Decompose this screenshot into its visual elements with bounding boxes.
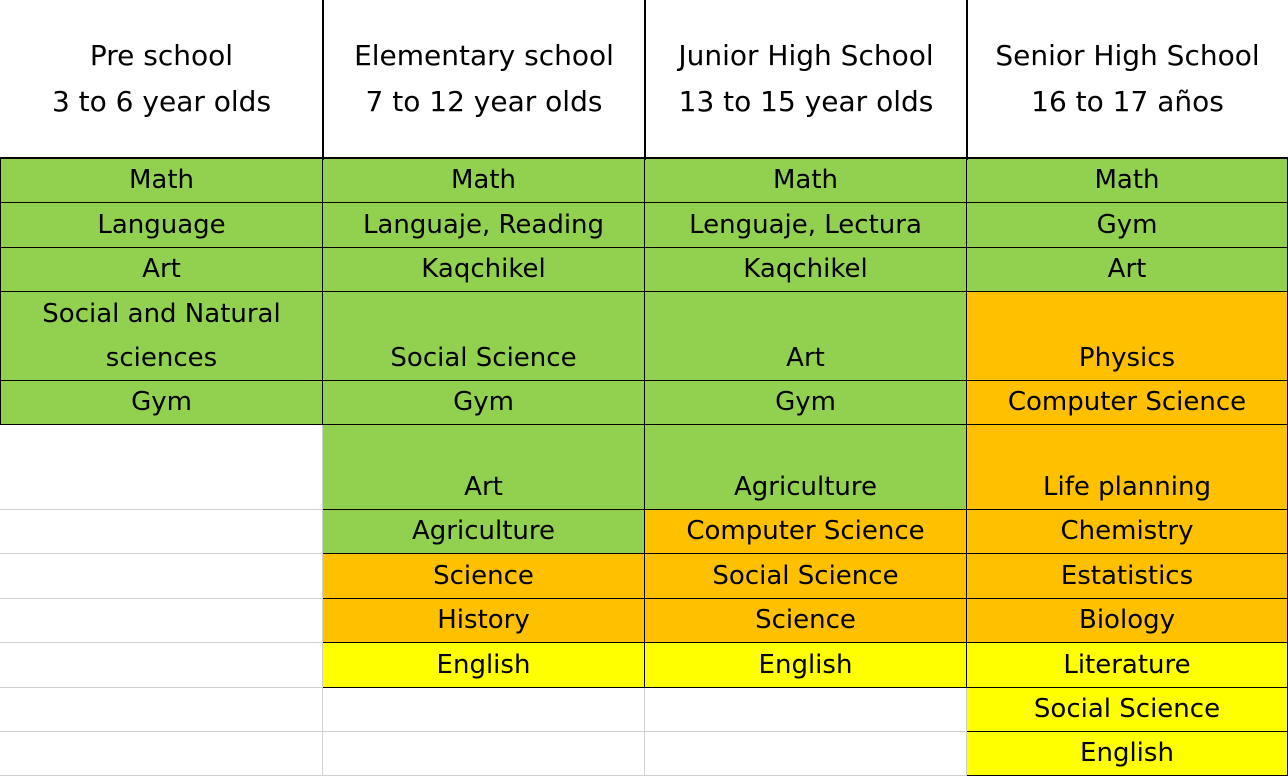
header-text xyxy=(52,33,271,125)
subject-cell: Art xyxy=(323,425,645,510)
subject-cell: Art xyxy=(967,248,1288,292)
subject-cell: Gym xyxy=(967,203,1288,248)
subject-cell: History xyxy=(323,599,645,643)
school-level-label: Pre school xyxy=(89,39,234,72)
subject-cell: Estatistics xyxy=(967,554,1288,599)
empty-cell xyxy=(0,510,323,554)
age-range-label: 13 to 15 year olds xyxy=(678,85,934,118)
subject-cell: Agriculture xyxy=(323,510,645,554)
subject-cell: English xyxy=(645,643,967,688)
age-range-label: 3 to 6 year olds xyxy=(51,85,272,118)
grid-line xyxy=(0,157,1288,159)
empty-cell xyxy=(645,688,967,732)
subject-cell: Kaqchikel xyxy=(323,248,645,292)
grid-line xyxy=(644,0,646,160)
subject-cell: Math xyxy=(967,158,1288,203)
header-text xyxy=(678,33,933,125)
column-header xyxy=(645,0,967,158)
subject-cell: Biology xyxy=(967,599,1288,643)
column-header xyxy=(967,0,1288,158)
school-level-label: Junior High School xyxy=(678,39,934,72)
column-header xyxy=(0,0,323,158)
subject-cell: Social Science xyxy=(645,554,967,599)
empty-cell xyxy=(323,732,645,776)
column-header xyxy=(323,0,645,158)
subject-cell: Lenguaje, Lectura xyxy=(645,203,967,248)
subject-cell: English xyxy=(323,643,645,688)
subject-cell: Science xyxy=(323,554,645,599)
empty-cell xyxy=(323,688,645,732)
subject-cell: Gym xyxy=(0,381,323,425)
empty-cell xyxy=(0,554,323,599)
school-level-label: Senior High School xyxy=(995,39,1260,72)
subject-cell: Gym xyxy=(645,381,967,425)
age-range-label: 7 to 12 year olds xyxy=(365,85,603,118)
subject-cell: Computer Science xyxy=(967,381,1288,425)
subject-cell: English xyxy=(967,732,1288,776)
subject-cell: Agriculture xyxy=(645,425,967,510)
empty-cell xyxy=(0,688,323,732)
subject-cell: Math xyxy=(323,158,645,203)
empty-cell xyxy=(0,643,323,688)
empty-cell xyxy=(0,425,323,510)
empty-cell xyxy=(0,599,323,643)
grid-line xyxy=(966,0,968,160)
subject-cell: Languaje, Reading xyxy=(323,203,645,248)
subject-cell: Social Science xyxy=(967,688,1288,732)
subject-cell: Science xyxy=(645,599,967,643)
subject-cell: Social and Natural sciences xyxy=(0,292,323,381)
subject-cell: Math xyxy=(645,158,967,203)
subject-cell: Chemistry xyxy=(967,510,1288,554)
subject-cell: Literature xyxy=(967,643,1288,688)
grid-line xyxy=(322,0,324,160)
subject-cell: Language xyxy=(0,203,323,248)
subject-cell: Art xyxy=(645,292,967,381)
subject-cell: Kaqchikel xyxy=(645,248,967,292)
subject-cell: Gym xyxy=(323,381,645,425)
subject-cell: Life planning xyxy=(967,425,1288,510)
header-text xyxy=(354,33,614,125)
empty-cell xyxy=(0,732,323,776)
subject-cell: Social Science xyxy=(323,292,645,381)
header-text xyxy=(995,33,1259,125)
subject-cell: Computer Science xyxy=(645,510,967,554)
subject-cell: Math xyxy=(0,158,323,203)
age-range-label: 16 to 17 años xyxy=(1031,85,1224,118)
subject-cell: Art xyxy=(0,248,323,292)
school-level-label: Elementary school xyxy=(354,39,614,72)
empty-cell xyxy=(645,732,967,776)
subject-cell: Physics xyxy=(967,292,1288,381)
